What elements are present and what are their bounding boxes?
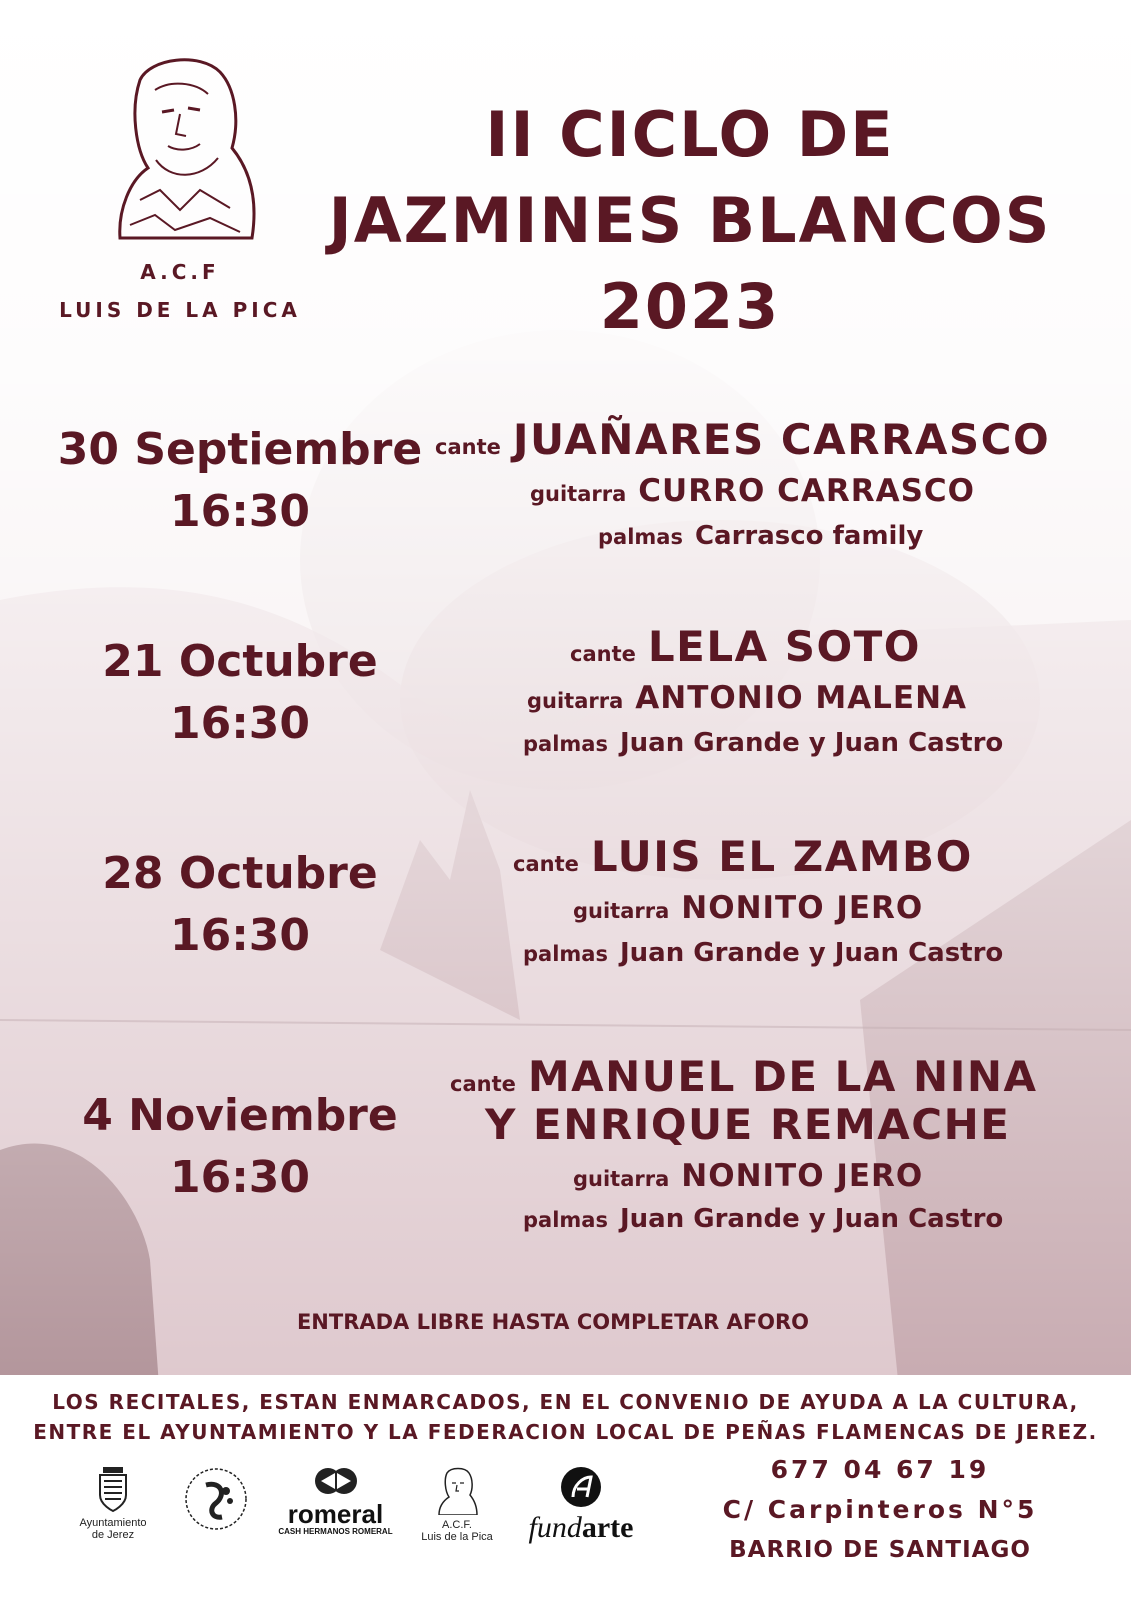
event-time: 16:30 bbox=[169, 486, 311, 537]
palmas-artists: Juan Grande y Juan Castro bbox=[619, 728, 1004, 758]
event-time: 16:30 bbox=[169, 698, 311, 749]
cante-line-2 bbox=[485, 1100, 1010, 1149]
org-logo-block bbox=[55, 50, 305, 322]
guitarra-role: guitarra bbox=[573, 899, 670, 923]
org-name: LUIS DE LA PICA bbox=[59, 298, 301, 322]
palmas-line bbox=[598, 521, 923, 551]
cante-line bbox=[435, 415, 1050, 464]
guitarra-role: guitarra bbox=[530, 482, 627, 506]
acf-small-label-2: Luis de la Pica bbox=[421, 1531, 493, 1543]
neighborhood: BARRIO DE SANTIAGO bbox=[729, 1537, 1031, 1563]
palmas-role: palmas bbox=[523, 1208, 608, 1232]
cante-artist: JUAÑARES CARRASCO bbox=[512, 415, 1051, 464]
sponsor-romeral bbox=[278, 1465, 393, 1536]
cante-role: cante bbox=[450, 1072, 516, 1096]
phone-number: 677 04 67 19 bbox=[770, 1455, 990, 1484]
guitarra-line bbox=[573, 890, 923, 926]
cante-role: cante bbox=[570, 642, 636, 666]
cante-artist-2: Y ENRIQUE REMACHE bbox=[485, 1100, 1011, 1149]
cante-line bbox=[513, 832, 973, 881]
agreement-note-line-2: ENTRE EL AYUNTAMIENTO Y LA FEDERACION LOCAL DE PEÑAS FLAMENCAS DE JEREZ. bbox=[33, 1420, 1098, 1444]
palmas-artists: Juan Grande y Juan Castro bbox=[619, 1204, 1004, 1234]
cante-line bbox=[450, 1052, 1038, 1101]
guitarra-artist: CURRO CARRASCO bbox=[638, 473, 975, 509]
event-date-block bbox=[40, 632, 440, 756]
fundarte-wordmark-arte: arte bbox=[581, 1511, 634, 1544]
palmas-line bbox=[523, 1204, 1003, 1234]
luis-de-la-pica-small-logo-icon bbox=[435, 1465, 479, 1515]
cante-role: cante bbox=[513, 852, 579, 876]
guitarra-role: guitarra bbox=[527, 689, 624, 713]
cante-artist: LELA SOTO bbox=[647, 622, 922, 671]
event-time: 16:30 bbox=[169, 910, 311, 961]
romeral-logo-icon bbox=[311, 1465, 361, 1497]
agreement-note-line-1: LOS RECITALES, ESTAN ENMARCADOS, EN EL CONVENIO DE AYUDA A LA CULTURA, bbox=[52, 1390, 1079, 1414]
guitarra-line bbox=[573, 1158, 923, 1194]
acf-small-label-1: A.C.F. bbox=[442, 1519, 472, 1531]
romeral-subtitle: CASH HERMANOS ROMERAL bbox=[278, 1527, 393, 1536]
event-date: 30 Septiembre bbox=[57, 424, 423, 475]
title-line-2: JAZMINES BLANCOS bbox=[328, 184, 1052, 257]
event-date-block bbox=[40, 844, 440, 968]
agreement-note bbox=[0, 1387, 1131, 1447]
title-line-3: 2023 bbox=[599, 270, 781, 343]
fundarte-wordmark-fund: fund bbox=[528, 1511, 582, 1544]
footer bbox=[0, 1375, 1131, 1600]
cante-line bbox=[570, 622, 921, 671]
luis-de-la-pica-portrait-logo bbox=[100, 50, 260, 240]
org-acronym: A.C.F bbox=[140, 260, 220, 284]
cante-artist: MANUEL DE LA NINA bbox=[527, 1052, 1038, 1101]
ayuntamiento-label-2: de Jerez bbox=[91, 1529, 135, 1541]
free-entry-note: ENTRADA LIBRE HASTA COMPLETAR AFORO bbox=[296, 1310, 810, 1334]
event-date-block bbox=[40, 1086, 440, 1210]
ayuntamiento-label-1: Ayuntamiento bbox=[79, 1517, 147, 1529]
guitarra-role: guitarra bbox=[573, 1167, 670, 1191]
event-date: 21 Octubre bbox=[102, 636, 378, 687]
address: C/ Carpinteros N°5 bbox=[722, 1495, 1038, 1524]
guitarra-line bbox=[527, 680, 967, 716]
sponsor-ayuntamiento bbox=[68, 1465, 158, 1541]
federacion-penas-flamencas-logo-icon bbox=[182, 1465, 250, 1533]
event-date: 28 Octubre bbox=[102, 848, 378, 899]
guitarra-line bbox=[530, 473, 975, 509]
fundarte-wordmark bbox=[516, 1513, 646, 1543]
event-date: 4 Noviembre bbox=[82, 1090, 398, 1141]
event-date-block bbox=[40, 420, 440, 544]
palmas-role: palmas bbox=[523, 732, 608, 756]
sponsor-federacion bbox=[180, 1465, 252, 1537]
contact-info bbox=[715, 1450, 1045, 1570]
guitarra-artist: NONITO JERO bbox=[681, 1158, 924, 1194]
palmas-line bbox=[523, 728, 1003, 758]
palmas-artists: Juan Grande y Juan Castro bbox=[619, 938, 1004, 968]
palmas-artists: Carrasco family bbox=[694, 521, 924, 551]
cante-role: cante bbox=[435, 435, 501, 459]
sponsor-fundarte bbox=[516, 1465, 646, 1543]
cante-artist: LUIS EL ZAMBO bbox=[590, 832, 973, 881]
guitarra-artist: ANTONIO MALENA bbox=[635, 680, 968, 716]
palmas-role: palmas bbox=[598, 525, 683, 549]
palmas-role: palmas bbox=[523, 942, 608, 966]
guitarra-artist: NONITO JERO bbox=[681, 890, 924, 926]
event-time: 16:30 bbox=[169, 1152, 311, 1203]
palmas-line bbox=[523, 938, 1003, 968]
sponsor-acf bbox=[412, 1465, 502, 1543]
poster-title bbox=[320, 92, 1060, 350]
romeral-wordmark: romeral bbox=[287, 1499, 384, 1529]
jerez-coat-of-arms-icon bbox=[96, 1465, 130, 1513]
fundarte-logo-icon bbox=[559, 1465, 603, 1509]
title-line-1: II CICLO DE bbox=[485, 98, 895, 171]
